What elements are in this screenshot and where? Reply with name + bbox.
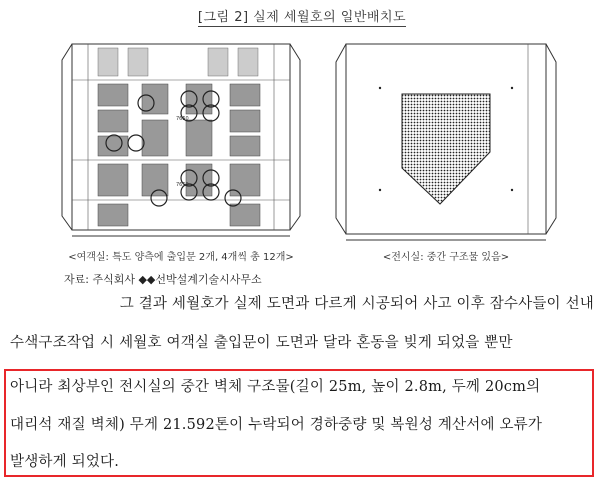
passage-label-a: 7650 xyxy=(176,116,189,122)
right-figure-caption: <전시실: 중간 구조물 있음> xyxy=(382,252,510,263)
figure-source: 자료: 주식회사 ◆◆선박설계기술시사무소 xyxy=(64,273,262,286)
body-line-5: 발생하게 되었다. xyxy=(10,454,120,470)
exhibition-hall-layout-drawing xyxy=(332,40,560,248)
body-line-1: 그 결과 세월호가 실제 도면과 다르게 시공되어 사고 이후 잠수사들이 선내 xyxy=(119,296,594,312)
figure-title: [그림 2] 실제 세월호의 일반배치도 xyxy=(197,10,407,25)
highlight-box xyxy=(4,369,594,477)
body-line-3: 아니라 최상부인 전시실의 중간 벽체 구조물(길이 25m, 높이 2.8m, 두께 20cm의 xyxy=(10,379,541,395)
passenger-cabin-layout-drawing xyxy=(58,40,304,248)
body-line-2: 수색구조작업 시 세월호 여객실 출입문이 도면과 달라 혼동을 빚게 되었을 뿐만 xyxy=(10,335,513,351)
body-line-4: 대리석 재질 벽체) 무게 21.592톤이 누락되어 경하중량 및 복원성 계산서에 오류가 xyxy=(10,417,543,433)
passage-label-b: 7650 xyxy=(176,182,189,188)
left-figure-caption: <여객실: 특도 양측에 출입문 2개, 4개씩 총 12개> xyxy=(68,252,294,263)
